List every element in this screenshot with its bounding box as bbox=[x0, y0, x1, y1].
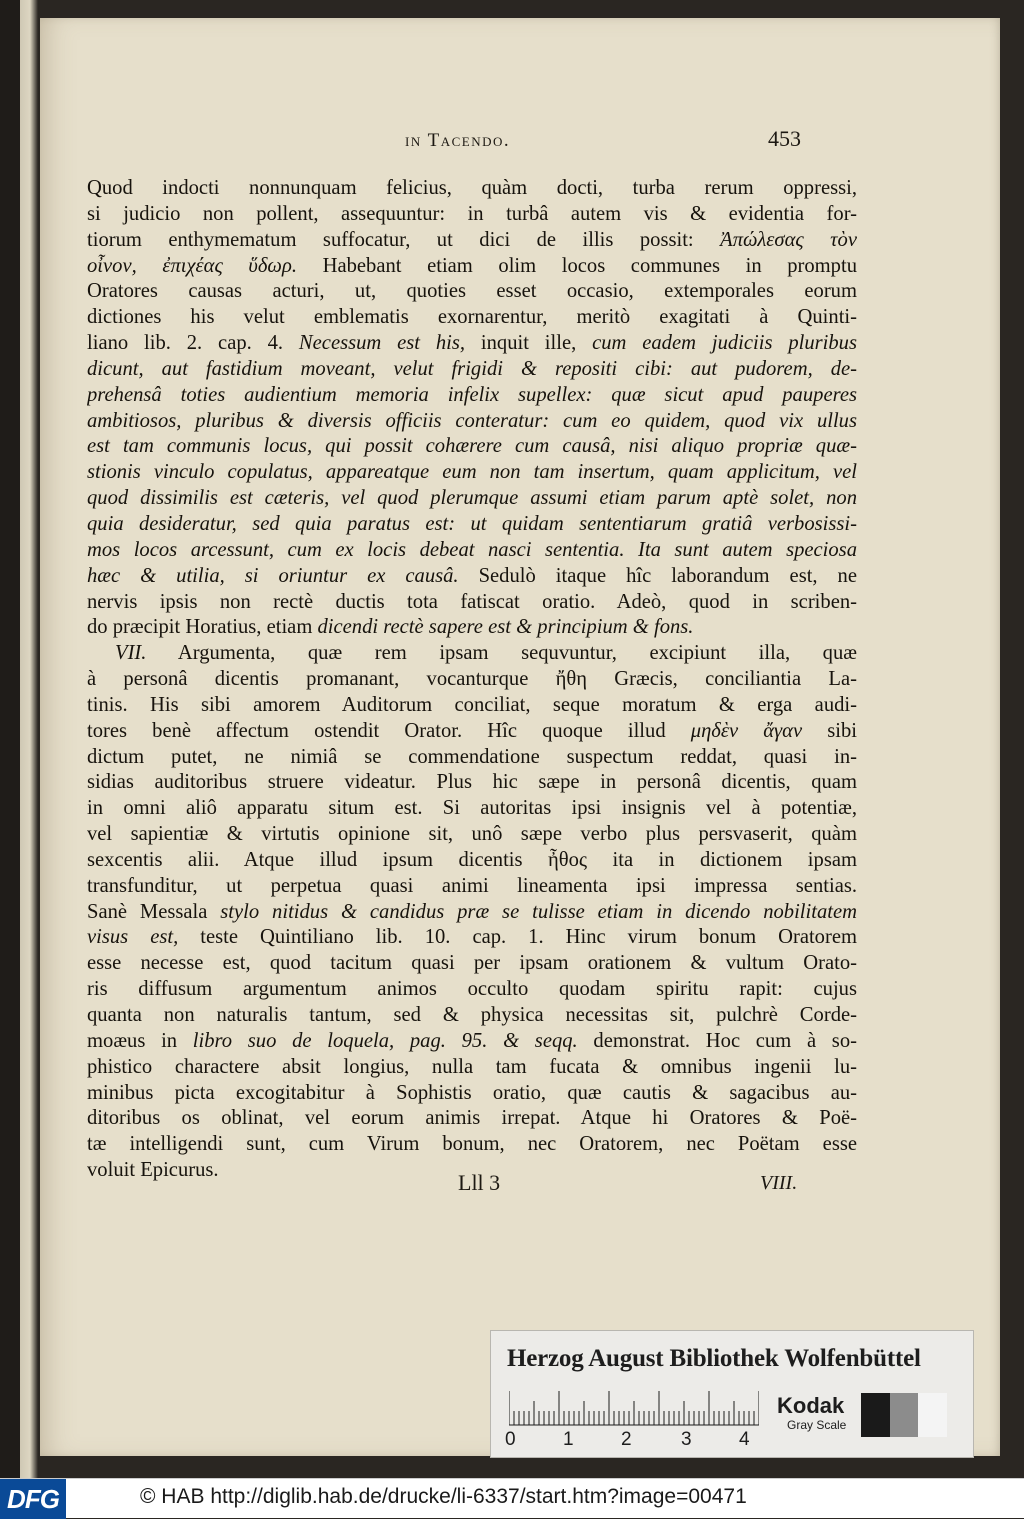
text-line bbox=[87, 667, 857, 693]
text-line bbox=[87, 977, 857, 1003]
italic-text: Necessum est his, bbox=[298, 332, 466, 355]
roman-text: sexcentis alii. Atque illud ipsum dicentis ἦθος ita in dictionem ipsam bbox=[87, 848, 857, 871]
roman-text: liano lib. 2. cap. 4. bbox=[87, 332, 299, 355]
roman-text: in omni aliô apparatu situm est. Si autoritas ipsi insignis vel à potentiæ, bbox=[87, 797, 857, 820]
roman-text: voluit Epicurus. bbox=[87, 1159, 219, 1182]
italic-text: dicunt, aut fastidium moveant, velut frigidi & repositi cibi: aut pudorem, de- bbox=[87, 357, 857, 380]
catchword: VIII. bbox=[760, 1172, 798, 1194]
text-line bbox=[87, 254, 857, 280]
roman-text: esse necesse est, quod tacitum quasi per ipsam orationem & vultum Orato- bbox=[87, 952, 857, 975]
dfg-logo: DFG bbox=[0, 1479, 66, 1519]
italic-text: libro suo de loquela, pag. 95. & seqq. bbox=[192, 1029, 578, 1052]
roman-text: à personâ dicentis promanant, vocanturque ἤθη Græcis, conciliantia La- bbox=[87, 668, 857, 691]
ruler-icon bbox=[509, 1387, 759, 1427]
text-line bbox=[87, 796, 857, 822]
roman-text: sibi bbox=[802, 719, 857, 742]
text-line bbox=[87, 745, 857, 771]
text-line bbox=[87, 874, 857, 900]
signature-mark: Lll 3 bbox=[458, 1170, 501, 1195]
text-line bbox=[87, 176, 857, 202]
roman-text: transfunditur, ut perpetua quasi animi lineamenta ipsi impressa sentias. bbox=[87, 874, 857, 897]
italic-text: visus est, bbox=[87, 926, 179, 949]
roman-text: Quod indocti nonnunquam felicius, quàm docti, turba rerum oppressi, bbox=[87, 177, 857, 199]
roman-text: phistico charactere absit longius, nulla tam fucata & omnibus ingenii lu- bbox=[87, 1055, 857, 1078]
text-line bbox=[87, 590, 857, 616]
roman-text: Sanè Messala bbox=[87, 900, 221, 923]
text-line bbox=[87, 925, 857, 951]
italic-text: μηδὲν ἄγαν bbox=[690, 719, 803, 742]
text-line bbox=[87, 822, 857, 848]
italic-text: quia desideratur, sed quia paratus est: ut quidam sententiarum gratiâ verbosissi- bbox=[87, 512, 857, 535]
roman-text: Argumenta, quæ rem ipsam sequvuntur, excipiunt illa, quæ bbox=[146, 642, 857, 665]
credit-text: © HAB http://diglib.hab.de/drucke/li-6337/start.htm?image=00471 bbox=[140, 1485, 747, 1508]
roman-text: ditoribus os oblinat, vel eorum animis irrepat. Atque hi Oratores & Poë- bbox=[87, 1107, 857, 1130]
text-line bbox=[87, 900, 857, 926]
roman-text: demonstrat. Hoc cum à so- bbox=[577, 1029, 857, 1052]
roman-text: sidias auditoribus struere videatur. Plus hic sæpe in personâ dicentis, quam bbox=[87, 771, 857, 794]
kodak-logo: Kodak bbox=[777, 1393, 845, 1418]
roman-text: quanta non naturalis tantum, sed & physica necessitas sit, pulchrè Corde- bbox=[87, 1004, 857, 1026]
credit-bar bbox=[0, 1478, 1024, 1518]
text-line bbox=[87, 719, 857, 745]
roman-text: dictum putet, ne nimiâ se commendatione suspectum reddat, quasi in- bbox=[87, 745, 857, 768]
italic-text: quod dissimilis est cæteris, vel quod plerumque assumi etiam parum aptè solet, non bbox=[87, 487, 857, 510]
roman-text: inquit ille, bbox=[465, 332, 593, 355]
text-line bbox=[87, 279, 857, 305]
roman-text: Oratores causas acturi, ut, quoties esset occasio, extemporales eorum bbox=[87, 280, 857, 303]
italic-text: Ἀπώλεσας τὸν bbox=[720, 228, 857, 251]
roman-text: dictiones his velut emblematis exornarentur, meritò exagitati à Quinti- bbox=[87, 306, 857, 329]
ruler-number: 1 bbox=[563, 1429, 574, 1450]
roman-text: tores benè affectum ostendit Orator. Hîc quoque illud bbox=[87, 719, 691, 742]
text-line bbox=[87, 331, 857, 357]
roman-text: moæus in bbox=[87, 1029, 193, 1052]
roman-text: do præcipit Horatius, etiam bbox=[87, 616, 318, 639]
ruler-number: 4 bbox=[739, 1429, 750, 1450]
roman-text: si judicio non pollent, assequuntur: in turbâ autem vis & evidentia for- bbox=[87, 202, 857, 225]
italic-text: stionis vinculo copulatus, appareatque eum non tam insertum, quam applicitum, vel bbox=[87, 461, 857, 484]
gray-swatches bbox=[861, 1393, 947, 1437]
running-head: in Tacendo. bbox=[405, 130, 511, 151]
text-line bbox=[87, 538, 857, 564]
italic-text: stylo nitidus & candidus præ se tulisse etiam in dicendo nobilitatem bbox=[220, 900, 857, 923]
italic-text: mos locos arcessunt, cum ex locis debeat nasci sententia. Ita sunt autem speciosa bbox=[87, 538, 857, 561]
text-line bbox=[87, 1055, 857, 1081]
gray-swatch bbox=[918, 1393, 947, 1437]
ruler-number: 2 bbox=[621, 1429, 632, 1450]
roman-text: vel sapientiæ & virtutis opinione sit, unô sæpe verbo plus persvaserit, quàm bbox=[87, 823, 857, 846]
page-header bbox=[40, 126, 1000, 162]
roman-text: tinis. His sibi amorem Auditorum conciliat, seque moratum & erga audi- bbox=[87, 693, 857, 716]
text-line bbox=[87, 409, 857, 435]
text-line bbox=[87, 1029, 857, 1055]
text-line bbox=[87, 305, 857, 331]
roman-text: nervis ipsis non rectè ductis tota fatiscat oratio. Adeò, quod in scriben- bbox=[87, 590, 857, 613]
text-line bbox=[87, 357, 857, 383]
text-line bbox=[87, 951, 857, 977]
text-line bbox=[87, 460, 857, 486]
book-page bbox=[40, 18, 1000, 1456]
ruler-number: 0 bbox=[505, 1429, 516, 1450]
text-line bbox=[87, 228, 857, 254]
italic-text: est tam communis locus, qui possit cohærere cum causâ, nisi aliquo propriæ quæ- bbox=[87, 435, 857, 458]
italic-text: VII. bbox=[115, 642, 147, 665]
text-line bbox=[87, 641, 857, 667]
roman-text: Habebant etiam olim locos communes in promptu bbox=[297, 254, 857, 277]
text-line bbox=[87, 1106, 857, 1132]
roman-text: tæ intelligendi sunt, cum Virum bonum, nec Oratorem, nec Poëtam esse bbox=[87, 1133, 857, 1156]
italic-text: cum eadem judiciis pluribus bbox=[592, 332, 857, 355]
italic-text: ambitiosos, pluribus & diversis officiis conteratur: cum eo quidem, quod vix ullus bbox=[87, 409, 857, 432]
italic-text: οἶνον, ἐπιχέας ὕδωρ. bbox=[87, 254, 298, 277]
text-line bbox=[87, 202, 857, 228]
text-line bbox=[87, 486, 857, 512]
library-name: Herzog August Bibliothek Wolfenbüttel bbox=[507, 1345, 921, 1372]
text-line bbox=[87, 615, 857, 641]
italic-text: prehensâ toties audientium memoria infelix supellex: quæ sicut apud pauperes bbox=[87, 383, 857, 406]
page-number: 453 bbox=[768, 126, 801, 151]
text-line bbox=[87, 770, 857, 796]
roman-text: tiorum enthymematum suffocatur, ut dici de illis possit: bbox=[87, 228, 721, 251]
text-line bbox=[87, 693, 857, 719]
gray-scale-label: Gray Scale bbox=[787, 1418, 847, 1432]
text-line bbox=[87, 1081, 857, 1107]
roman-text: minibus picta excogitabitur à Sophistis oratio, quæ cautis & sagacibus au- bbox=[87, 1081, 857, 1104]
roman-text: teste Quintiliano lib. 10. cap. 1. Hinc virum bonum Oratorem bbox=[178, 926, 857, 949]
italic-text: dicendi rectè sapere est & principium & fons. bbox=[317, 616, 694, 639]
page-footer bbox=[40, 1170, 1000, 1202]
roman-text: ris diffusum argumentum animos occulto quodam spiritu rapit: cujus bbox=[87, 978, 857, 1001]
text-line bbox=[87, 383, 857, 409]
gray-swatch bbox=[861, 1393, 890, 1437]
text-line bbox=[87, 564, 857, 590]
italic-text: hæc & utilia, si oriuntur ex causâ. bbox=[87, 564, 459, 587]
gray-scale-card bbox=[490, 1330, 974, 1458]
text-line bbox=[87, 1003, 857, 1029]
body-text bbox=[87, 176, 857, 1184]
text-line bbox=[87, 848, 857, 874]
text-line bbox=[87, 434, 857, 460]
text-line bbox=[87, 512, 857, 538]
text-line bbox=[87, 1132, 857, 1158]
gray-swatch bbox=[890, 1393, 919, 1437]
ruler-number: 3 bbox=[681, 1429, 692, 1450]
roman-text: Sedulò itaque hîc laborandum est, ne bbox=[458, 564, 857, 587]
